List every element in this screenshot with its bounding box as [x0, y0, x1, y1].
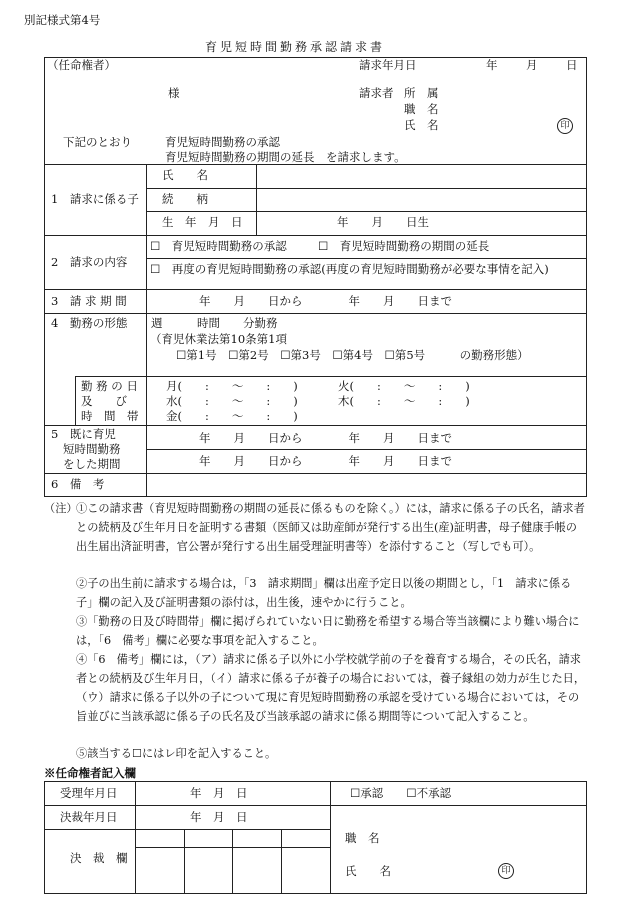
thursday-hours: 木( : ～ : ): [338, 394, 470, 408]
note-4: ④「6 備考」欄には，（ア）請求に係る子以外に小学校就学前の子を養育する場合，その氏名，請求者との続柄及び生年月日，（イ）請求に係る子が養子の場合においては，養子縁組の効力が生じた日，（ウ）請求に係る子以外の子について現に育児短時間勤務の承認を受けている場合においては，その旨並びに当該承認に係る子の氏名及び当該承認の請求に係る期間等について記入すること。: [76, 653, 586, 723]
wednesday-hours: 水( : ～ : ): [166, 394, 298, 408]
authority-section-title: ※任命権者記入欄: [44, 766, 136, 780]
name-label: 氏 名: [404, 118, 439, 132]
previous-period-2: 年 月 日から 年 月 日まで: [199, 454, 452, 468]
option-extension-checkbox[interactable]: ☐ 育児短時間勤務の期間の延長: [318, 239, 490, 253]
relation-label: 続 柄: [162, 192, 208, 206]
decided-date-label: 決裁年月日: [60, 810, 118, 824]
requester-label: 請求者: [359, 86, 394, 100]
section-2-label: 2 請求の内容: [51, 255, 128, 269]
section-4-label: 4 勤務の形態: [51, 316, 128, 330]
approver-post-label: 職 名: [345, 831, 380, 845]
note-2: ②子の出生前に請求する場合は，「3 請求期間」欄は出産予定日以後の期間とし，「1 請求に係る子」欄の記入及び証明書類の添付は，出生後，速やかに行うこと。: [76, 577, 572, 609]
work-days-label-1: 勤 務 の 日: [81, 379, 138, 393]
month-label: 月: [526, 58, 538, 72]
approval-column-label: 決 裁 欄: [70, 851, 128, 865]
tuesday-hours: 火( : ～ : ): [338, 379, 470, 393]
child-name-label: 氏 名: [162, 168, 208, 182]
section-5-label-1: 5 既に育児: [51, 427, 116, 441]
birth-date-label: 生 年 月 日: [162, 215, 243, 229]
friday-hours: 金( : ～ : ): [166, 409, 298, 423]
seal-mark: 印: [557, 118, 573, 134]
monday-hours: 月( : ～ : ): [166, 379, 298, 393]
approve-checkboxes[interactable]: ☐承認 ☐不承認: [350, 786, 452, 800]
received-date-label: 受理年月日: [60, 786, 118, 800]
option-approval-text: 育児短時間勤務の承認: [165, 135, 280, 149]
as-below-text: 下記のとおり: [63, 135, 132, 149]
section-3-label: 3 請 求 期 間: [51, 294, 127, 308]
notes-head: （注）: [44, 502, 78, 515]
day-label: 日: [566, 58, 578, 72]
option-extension-text: 育児短時間勤務の期間の延長 を請求します。: [165, 150, 406, 164]
authority-label: （任命権者）: [47, 58, 116, 72]
approver-seal-mark: 印: [498, 863, 514, 879]
work-days-label-2: 及 び: [81, 394, 127, 408]
form-number: 別記様式第4号: [24, 13, 101, 27]
note-3: ③「勤務の日及び時間帯」欄に掲げられていない日に勤務を希望する場合等当該欄により難い場合には，「6 備考」欄に必要な事項を記入すること。: [76, 615, 580, 647]
weekly-hours-text: 週 時間 分勤務: [151, 316, 278, 330]
birth-date-value: 年 月 日生: [337, 215, 429, 229]
request-period-value: 年 月 日から 年 月 日まで: [199, 294, 452, 308]
note-1: ①この請求書（育児短時間勤務の期間の延長に係るものを除く。）には，請求に係る子の氏名，請求者との続柄及び生年月日を証明する書類（医師又は助産師が発行する出生(産)証明書，母子健康手帳の出生届出済証明書，官公署が発行する出生届受理証明書等）を添付すること（写しでも可）。: [76, 502, 585, 553]
note-5: ⑤該当する☐にはレ印を記入すること。: [76, 747, 277, 760]
received-date-value: 年 月 日: [190, 786, 248, 800]
previous-period-1: 年 月 日から 年 月 日まで: [199, 431, 452, 445]
section-6-label: 6 備 考: [51, 477, 105, 491]
work-days-label-3: 時 間 帯: [81, 409, 139, 423]
work-type-checkboxes[interactable]: ☐第1号 ☐第2号 ☐第3号 ☐第4号 ☐第5号 の勤務形態）: [176, 348, 529, 362]
section-5-label-3: をした期間: [63, 457, 121, 471]
section-5-label-2: 短時間勤務: [63, 442, 121, 456]
post-label: 職 名: [404, 102, 439, 116]
law-reference-text: （育児休業法第10条第1項: [150, 332, 287, 346]
affiliation-label: 所 属: [404, 86, 439, 100]
request-date-label: 請求年月日: [359, 58, 417, 72]
option-reapproval-checkbox[interactable]: ☐ 再度の育児短時間勤務の承認(再度の育児短時間勤務が必要な事情を記入): [150, 262, 549, 276]
option-approval-checkbox[interactable]: ☐ 育児短時間勤務の承認: [150, 239, 287, 253]
decided-date-value: 年 月 日: [190, 810, 248, 824]
sama-label: 様: [168, 86, 180, 100]
year-label: 年: [486, 58, 498, 72]
approver-name-label: 氏 名: [345, 864, 391, 878]
section-1-label: 1 請求に係る子: [51, 192, 139, 206]
form-title: 育児短時間勤務承認請求書: [205, 40, 386, 54]
